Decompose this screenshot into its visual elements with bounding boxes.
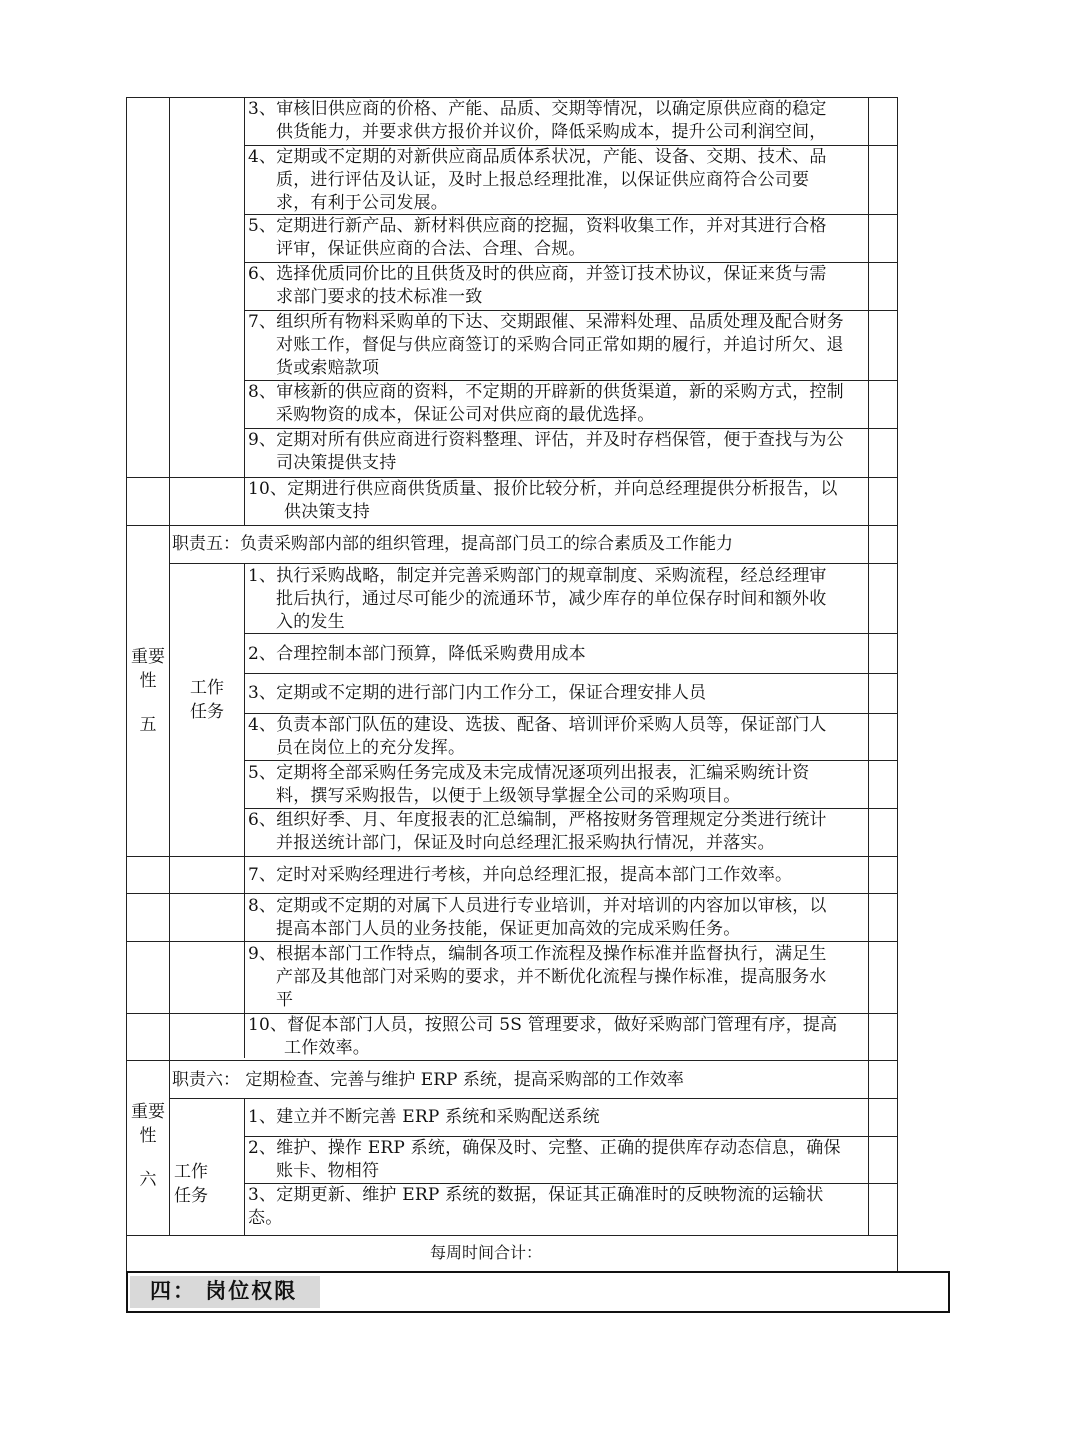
weekly-total-label: 每周时间合计： (430, 1243, 543, 1262)
task-item: 5、定期进行新产品、新材料供应商的挖掘，资料收集工作，并对其进行合格 评审，保证供应商的合法、合理、合规。 (248, 216, 827, 259)
task-item: 1、建立并不断完善 ERP 系统和采购配送系统 (248, 1107, 600, 1127)
work-tasks-label-5: 工作 任务 (190, 678, 224, 722)
task-item: 9、根据本部门工作特点，编制各项工作流程及操作标准并监督执行，满足生 产部及其他部门对采购的要求，并不断优化流程与操作标准，提高服务水 平 (248, 944, 827, 1010)
col-line-2 (244, 97, 245, 525)
task-item: 4、负责本部门队伍的建设、选拔、配备、培训评价采购人员等，保证部门人 员在岗位上的充分发挥。 (248, 715, 827, 758)
task-item: 2、合理控制本部门预算，降低采购费用成本 (248, 644, 586, 664)
task-item: 1、执行采购战略，制定并完善采购部门的规章制度、采购流程，经总经理审 批后执行，通过尽可能少的流通环节，减少库存的单位保存时间和额外收 入的发生 (248, 566, 827, 632)
task-item: 8、定期或不定期的对属下人员进行专业培训，并对培训的内容加以审核，以 提高本部门人员的业务技能，保证更加高效的完成采购任务。 (248, 896, 827, 939)
task-item: 7、定时对采购经理进行考核，并向总经理汇报，提高本部门工作效率。 (248, 865, 793, 885)
task-item: 4、定期或不定期的对新供应商品质体系状况，产能、设备、交期、技术、品 质，进行评估及认证，及时上报总经理批准，以保证供应商符合公司要 求，有利于公司发展。 (248, 147, 827, 213)
task-item: 3、审核旧供应商的价格、产能、品质、交期等情况，以确定原供应商的稳定 供货能力，并要求供方报价并议价，降低采购成本，提升公司利润空间， (248, 99, 827, 142)
task-item: 8、审核新的供应商的资料，不定期的开辟新的供货渠道，新的采购方式，控制 采购物资的成本，保证公司对供应商的最优选择。 (248, 382, 844, 425)
col-line-2c (244, 1098, 245, 1235)
task-item: 3、定期更新、维护 ERP 系统的数据，保证其正确准时的反映物流的运输状 态。 (248, 1185, 824, 1228)
task-item: 9、定期对所有供应商进行资料整理、评估，并及时存档保管，便于查找与为公 司决策提供支持 (248, 430, 844, 473)
col-line-1 (169, 97, 170, 525)
work-tasks-label-6: 工作 任务 (174, 1162, 208, 1206)
importance-label-6: 重要 性 六 (131, 1102, 165, 1190)
task-item: 2、维护、操作 ERP 系统，确保及时、完整、正确的提供库存动态信息，确保 账卡、物相符 (248, 1138, 841, 1181)
next-section-title: 四： 岗位权限 (150, 1279, 298, 1303)
col-line-2b (244, 563, 245, 1058)
task-item: 5、定期将全部采购任务完成及未完成情况逐项列出报表，汇编采购统计资 料，撰写采购报告，以便于上级领导掌握全公司的采购项目。 (248, 763, 810, 806)
task-item: 10、定期进行供应商供货质量、报价比较分析，并向总经理提供分析报告，以 供决策支持 (248, 479, 838, 522)
duty-heading-6: 职责六： 定期检查、完善与维护 ERP 系统，提高采购部的工作效率 (172, 1070, 684, 1090)
task-item: 7、组织所有物料采购单的下达、交期跟催、呆滞料处理、品质处理及配合财务 对账工作，督促与供应商签订的采购合同正常如期的履行，并追讨所欠、退 货或索赔款项 (248, 312, 844, 378)
importance-label-5: 重要 性 五 (131, 647, 165, 735)
duty-heading-5: 职责五：负责采购部内部的组织管理，提高部门员工的综合素质及工作能力 (172, 534, 733, 554)
task-item: 6、选择优质同价比的且供货及时的供应商，并签订技术协议，保证来货与需 求部门要求的技术标准一致 (248, 264, 827, 307)
task-item: 6、组织好季、月、年度报表的汇总编制，严格按财务管理规定分类进行统计 并报送统计部门，保证及时向总经理汇报采购执行情况，并落实。 (248, 810, 827, 853)
task-item: 3、定期或不定期的进行部门内工作分工，保证合理安排人员 (248, 683, 707, 703)
task-item: 10、督促本部门人员，按照公司 5S 管理要求，做好采购部门管理有序，提高 工作效率。 (248, 1015, 838, 1058)
col-line-1b (169, 525, 170, 1235)
